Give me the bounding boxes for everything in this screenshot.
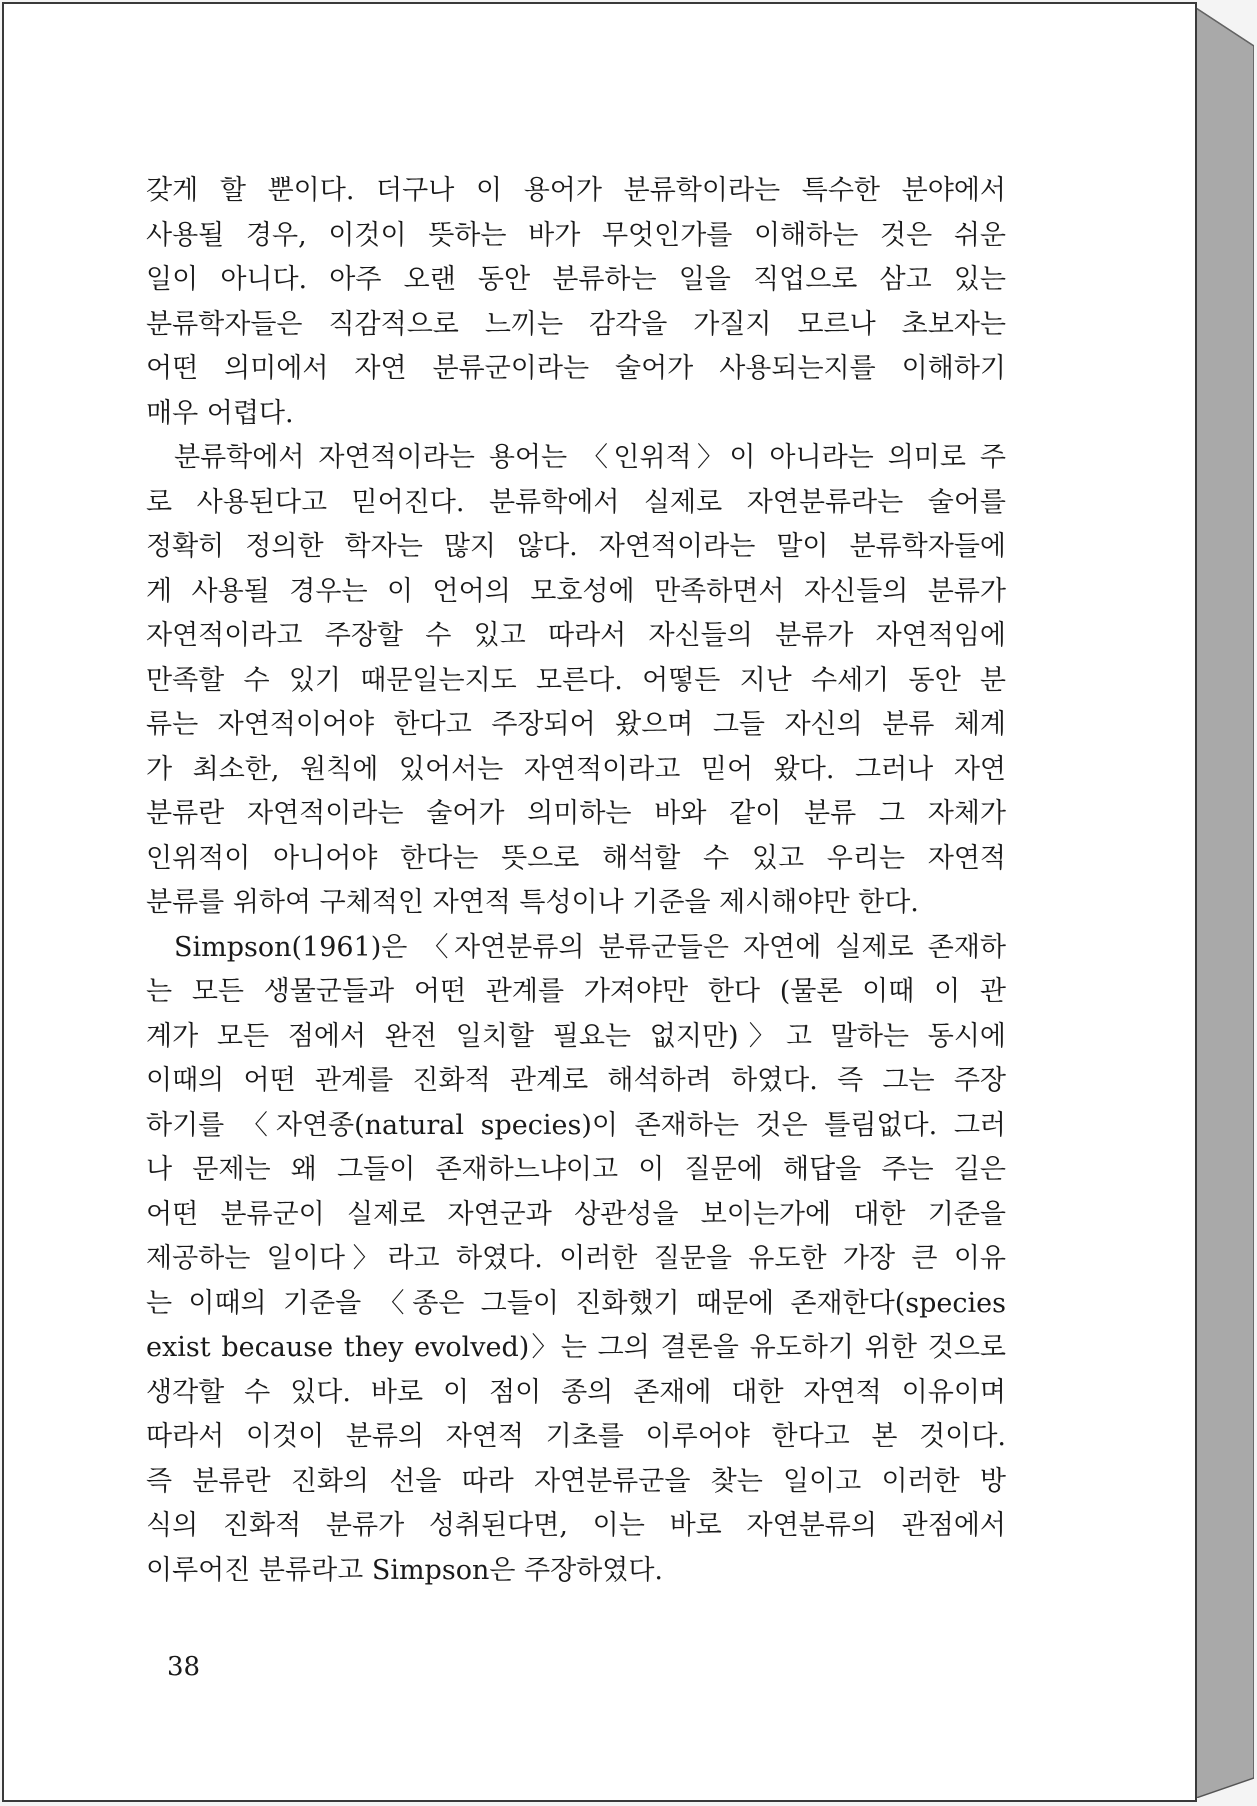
text-line: 분류란 자연적이라는 술어가 의미하는 바와 같이 분류 그 자체가 — [146, 798, 1006, 829]
text-line: 만족할 수 있기 때문일는지도 모른다. 어떻든 지난 수세기 동안 분 — [146, 664, 1006, 696]
text-line: 게 사용될 경우는 이 언어의 모호성에 만족하면서 자신들의 분류가 — [146, 575, 1006, 607]
text-line: 로 사용된다고 믿어진다. 분류학에서 실제로 자연분류라는 술어를 — [146, 486, 1006, 518]
text-line: 인위적이 아니어야 한다는 뜻으로 해석할 수 있고 우리는 자연적 — [146, 842, 1006, 874]
text-line: 사용될 경우, 이것이 뜻하는 바가 무엇인가를 이해하는 것은 쉬운 — [146, 219, 1006, 251]
text-line: 나 문제는 왜 그들이 존재하느냐이고 이 질문에 해답을 주는 길은 — [146, 1154, 1006, 1185]
text-line: 일이 아니다. 아주 오랜 동안 분류하는 일을 직업으로 삼고 있는 — [146, 264, 1006, 295]
text-line: 갖게 할 뿐이다. 더구나 이 용어가 분류학이라는 특수한 분야에서 — [146, 175, 1006, 206]
paragraph-first-line: 분류학에서 자연적이라는 용어는 〈인위적〉이 아니라는 의미로 주 — [174, 442, 1006, 473]
page-number: 38 — [167, 1652, 201, 1682]
text-line: 이루어진 분류라고 Simpson은 주장하였다. — [146, 1554, 663, 1586]
text-line: 하기를 〈자연종(natural species)이 존재하는 것은 틀림없다. 그러 — [146, 1109, 1006, 1141]
text-line: 류는 자연적이어야 한다고 주장되어 왔으며 그들 자신의 분류 체계 — [146, 709, 1006, 740]
text-line: 이때의 어떤 관계를 진화적 관계로 해석하려 하였다. 즉 그는 주장 — [146, 1065, 1006, 1096]
text-line: 매우 어렵다. — [146, 397, 294, 429]
text-line: 계가 모든 점에서 완전 일치할 필요는 없지만)〉고 말하는 동시에 — [146, 1020, 1006, 1052]
text-line: 정확히 정의한 학자는 많지 않다. 자연적이라는 말이 분류학자들에 — [146, 531, 1006, 562]
book-page — [2, 2, 1197, 1802]
text-line: 는 이때의 기준을 〈종은 그들이 진화했기 때문에 존재한다(species — [146, 1287, 1006, 1319]
text-line: exist because they evolved)〉는 그의 결론을 유도하기 위한 것으로 — [146, 1332, 1006, 1363]
text-line: 분류학자들은 직감적으로 느끼는 감각을 가질지 모르나 초보자는 — [146, 308, 1006, 340]
text-line: 즉 분류란 진화의 선을 따라 자연분류군을 찾는 일이고 이러한 방 — [146, 1465, 1006, 1497]
text-line: 식의 진화적 분류가 성취된다면, 이는 바로 자연분류의 관점에서 — [146, 1510, 1006, 1541]
paragraph-first-line: Simpson(1961)은 〈자연분류의 분류군들은 자연에 실제로 존재하 — [174, 931, 1006, 963]
text-line: 따라서 이것이 분류의 자연적 기초를 이루어야 한다고 본 것이다. — [146, 1421, 1006, 1452]
text-line: 어떤 의미에서 자연 분류군이라는 술어가 사용되는지를 이해하기 — [146, 353, 1006, 384]
text-line: 자연적이라고 주장할 수 있고 따라서 자신들의 분류가 자연적임에 — [146, 620, 1006, 651]
text-line: 어떤 분류군이 실제로 자연군과 상관성을 보이는가에 대한 기준을 — [146, 1198, 1006, 1230]
body-text — [146, 169, 1006, 1593]
text-line: 분류를 위하여 구체적인 자연적 특성이나 기준을 제시해야만 한다. — [146, 887, 919, 918]
text-line: 가 최소한, 원칙에 있어서는 자연적이라고 믿어 왔다. 그러나 자연 — [146, 753, 1006, 785]
text-line: 생각할 수 있다. 바로 이 점이 종의 존재에 대한 자연적 이유이며 — [146, 1376, 1006, 1408]
page-stack-edge — [1196, 8, 1254, 1798]
text-line: 제공하는 일이다〉라고 하였다. 이러한 질문을 유도한 가장 큰 이유 — [146, 1243, 1006, 1274]
text-line: 는 모든 생물군들과 어떤 관계를 가져야만 한다 (물론 이때 이 관 — [146, 976, 1006, 1007]
